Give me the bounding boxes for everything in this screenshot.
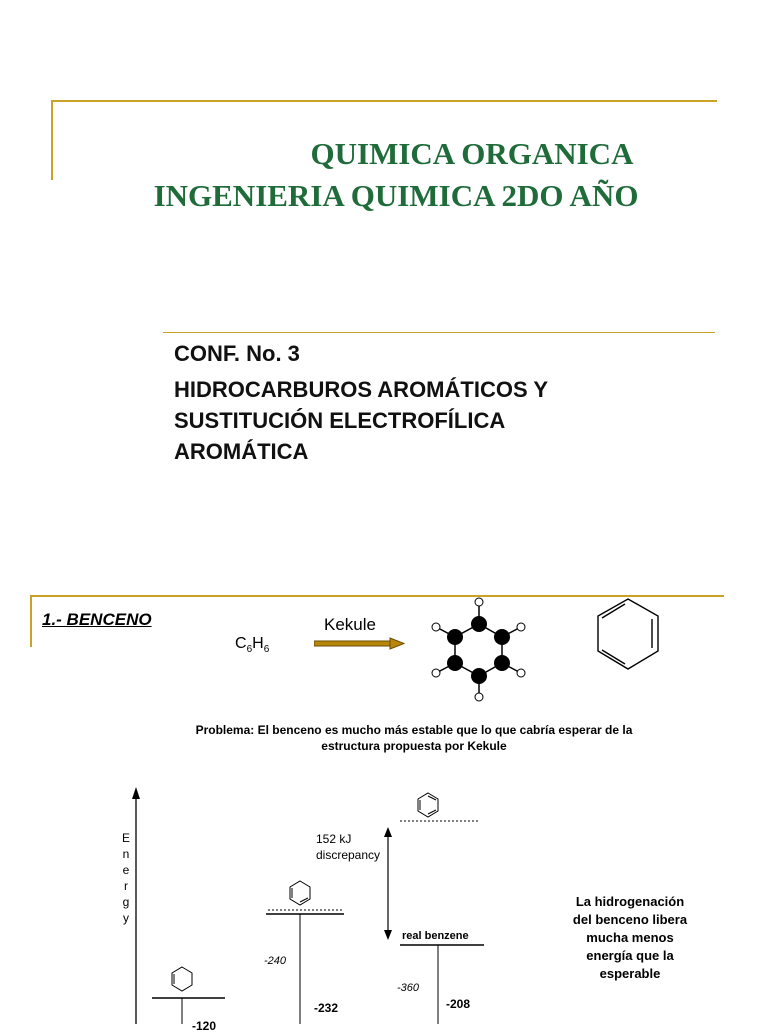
left-accent-line <box>51 100 53 180</box>
diene-level-estimate: -240 <box>264 955 287 967</box>
subtitle-accent-line <box>163 332 715 333</box>
conf-number: CONF. No. 3 <box>174 341 300 366</box>
kekule-structure-icon <box>590 593 666 679</box>
section-heading: 1.- BENCENO <box>42 610 152 629</box>
benzene-formula <box>235 635 269 655</box>
hydrogenation-note <box>555 893 705 983</box>
note-line: del benceno libera <box>572 912 688 927</box>
energy-diagram <box>100 785 500 1024</box>
formula-c: C <box>235 635 247 652</box>
note-line: energía que la <box>586 948 674 963</box>
note-line: La hidrogenación <box>575 894 685 909</box>
title-line-1: QUIMICA ORGANICA <box>310 136 634 171</box>
problem-line-1: Problema: El benceno es mucho más estable que lo que cabría esperar de la <box>195 723 633 737</box>
energy-letter: n <box>122 847 130 861</box>
energy-letter: y <box>123 911 129 925</box>
kekule-arrow <box>314 637 406 651</box>
benzene-ball-stick-model <box>425 593 535 705</box>
formula-h: H <box>252 635 264 652</box>
real-benzene-label: real benzene <box>402 930 469 942</box>
discrepancy-value: 152 kJ <box>316 832 352 846</box>
topic-line-2: SUSTITUCIÓN ELECTROFÍLICA <box>174 408 506 433</box>
formula-h-count: 6 <box>263 644 270 656</box>
kekule-benzene-icon <box>418 793 438 817</box>
energy-axis-label <box>120 830 132 926</box>
formula-c-count: 6 <box>246 644 253 656</box>
note-line: mucha menos <box>586 930 674 945</box>
energy-letter: r <box>124 879 128 893</box>
diene-icon <box>290 881 310 905</box>
slide2-left-line <box>30 595 32 647</box>
topic-line-1: HIDROCARBUROS AROMÁTICOS Y <box>174 377 549 402</box>
benzene-level-value: -208 <box>446 997 471 1011</box>
topic-line-3: AROMÁTICA <box>174 439 309 464</box>
problem-line-2: estructura propuesta por Kekule <box>321 739 507 753</box>
title-line-2: INGENIERIA QUIMICA 2DO AÑO <box>153 178 639 213</box>
energy-letter: E <box>121 831 130 845</box>
benzene-level-estimate: -360 <box>397 982 420 994</box>
energy-axis-arrowhead <box>132 787 140 799</box>
energy-letter: e <box>122 863 130 877</box>
energy-letter: g <box>122 895 130 909</box>
cyclohexene-icon <box>172 967 192 991</box>
discrepancy-text: discrepancy <box>316 848 381 862</box>
kekule-label: Kekule <box>324 615 376 634</box>
top-accent-line <box>51 100 717 102</box>
benzene-slide <box>0 585 768 1033</box>
diene-level-value: -232 <box>314 1001 339 1015</box>
cyclohexene-level-value: -120 <box>192 1019 217 1033</box>
discrepancy-label <box>316 831 380 863</box>
note-line: esperable <box>599 966 661 981</box>
